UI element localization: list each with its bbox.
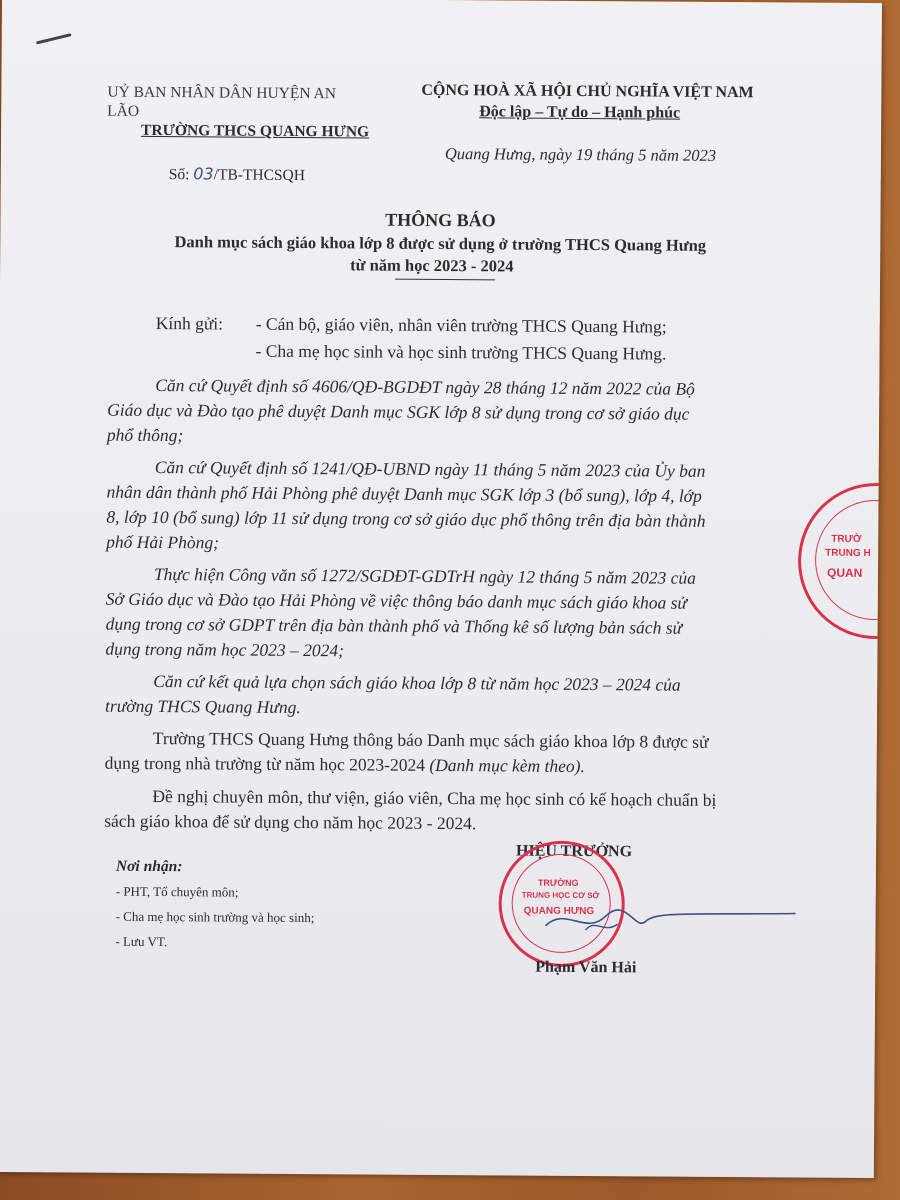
- para-4-line-1: Căn cứ kết quả lựa chọn sách giáo khoa lớp 8 từ năm học 2023 – 2024 của: [153, 671, 681, 695]
- edge-seal-text-3: QUAN: [826, 565, 863, 580]
- signer-title: HIỆU TRƯỞNG: [516, 842, 633, 861]
- title-underline: [395, 279, 495, 281]
- edge-seal-text-1: TRƯỜ: [831, 533, 862, 545]
- national-title: CỘNG HOÀ XÃ HỘI CHỦ NGHĨA VIỆT NAM: [421, 81, 754, 102]
- recipients-line-2: - Cha mẹ học sinh và học sinh trường THCS Quang Hưng.: [255, 340, 667, 364]
- document-subtitle-2: từ năm học 2023 - 2024: [350, 255, 514, 276]
- authority-line-1: UỶ BAN NHÂN DÂN HUYỆN AN: [107, 83, 337, 103]
- para-2-line-3: 8, lớp 10 (bổ sung) lớp 11 sử dụng trong cơ sở giáo dục phổ thông trên địa bàn thành: [106, 506, 706, 531]
- para-5-line-1: Trường THCS Quang Hưng thông báo Danh mục sách giáo khoa lớp 8 được sử: [152, 727, 709, 752]
- para-5-normal: dụng trong nhà trường từ năm học 2023-2024: [104, 752, 430, 775]
- school-name: TRƯỜNG THCS QUANG HƯNG: [141, 121, 370, 141]
- document-title: THÔNG BÁO: [385, 209, 496, 231]
- para-3-line-2: Sở Giáo dục và Đào tạo Hải Phòng về việc thông báo danh mục sách giáo khoa sử: [105, 588, 688, 613]
- para-6-line-1: Đề nghị chuyên môn, thư viện, giáo viên, Cha mẹ học sinh có kế hoạch chuẩn bị: [152, 785, 717, 810]
- seal-line-3: QUANG HƯNG: [523, 905, 595, 918]
- authority-line-2: LÃO: [107, 102, 140, 120]
- para-6-line-2: sách giáo khoa để sử dụng cho năm học 2023 - 2024.: [104, 810, 477, 834]
- national-motto: Độc lập – Tự do – Hạnh phúc: [479, 103, 681, 122]
- edge-seal: [798, 483, 882, 640]
- signer-name: Phạm Văn Hải: [535, 958, 637, 977]
- doc-number-handwritten: 03: [193, 164, 214, 184]
- doc-number-label: Số:: [168, 166, 190, 184]
- recipients-footer-1: - PHT, Tổ chuyên môn;: [115, 883, 239, 900]
- pen-mark: [36, 33, 72, 44]
- seal-line-2: TRUNG HỌC CƠ SỞ: [521, 890, 600, 901]
- recipients-label: Kính gửi:: [155, 313, 224, 334]
- para-4-line-2: trường THCS Quang Hưng.: [104, 695, 301, 718]
- para-3-line-1: Thực hiện Công văn số 1272/SGDĐT-GDTrH ngày 12 tháng 5 năm 2023 của: [153, 564, 697, 588]
- signature: [525, 896, 805, 948]
- place-date: Quang Hưng, ngày 19 tháng 5 năm 2023: [444, 144, 717, 165]
- para-1-line-3: phổ thông;: [106, 424, 184, 446]
- para-1-line-1: Căn cứ Quyết định số 4606/QĐ-BGDĐT ngày 28 tháng 12 năm 2022 của Bộ: [155, 375, 695, 399]
- para-5-italic: (Danh mục kèm theo).: [429, 754, 585, 777]
- recipients-footer-label: Nơi nhận:: [115, 857, 183, 876]
- para-2-line-2: nhân dân thành phố Hải Phòng phê duyệt Danh mục SGK lớp 3 (bổ sung), lớp 4, lớp: [106, 481, 702, 506]
- para-1-line-2: Giáo dục và Đào tạo phê duyệt Danh mục SGK lớp 8 sử dụng trong cơ sở giáo dục: [107, 399, 690, 424]
- para-3-line-4: dụng trong năm học 2023 – 2024;: [105, 638, 345, 661]
- para-5-line-2: [105, 752, 585, 777]
- recipients-footer-3: - Lưu VT.: [115, 933, 168, 950]
- para-3-line-3: dụng trong cơ sở GDPT trên địa bàn thành phố và Thống kê số lượng bản sách sử: [105, 613, 683, 638]
- doc-number-suffix: /TB-THCSQH: [213, 166, 306, 185]
- edge-seal-text-2: TRUNG H: [825, 547, 871, 560]
- document-subtitle-1: Danh mục sách giáo khoa lớp 8 được sử dụng ở trường THCS Quang Hưng: [174, 232, 707, 255]
- document-number: [169, 164, 305, 185]
- recipients-line-1: - Cán bộ, giáo viên, nhân viên trường THCS Quang Hưng;: [255, 313, 667, 337]
- seal-line-1: TRƯỜNG: [537, 877, 579, 888]
- para-2-line-1: Căn cứ Quyết định số 1241/QĐ-UBND ngày 11 tháng 5 năm 2023 của Ủy ban: [154, 457, 706, 481]
- para-2-line-4: phố Hải Phòng;: [106, 531, 220, 553]
- recipients-footer-2: - Cha mẹ học sinh trường và học sinh;: [115, 908, 315, 926]
